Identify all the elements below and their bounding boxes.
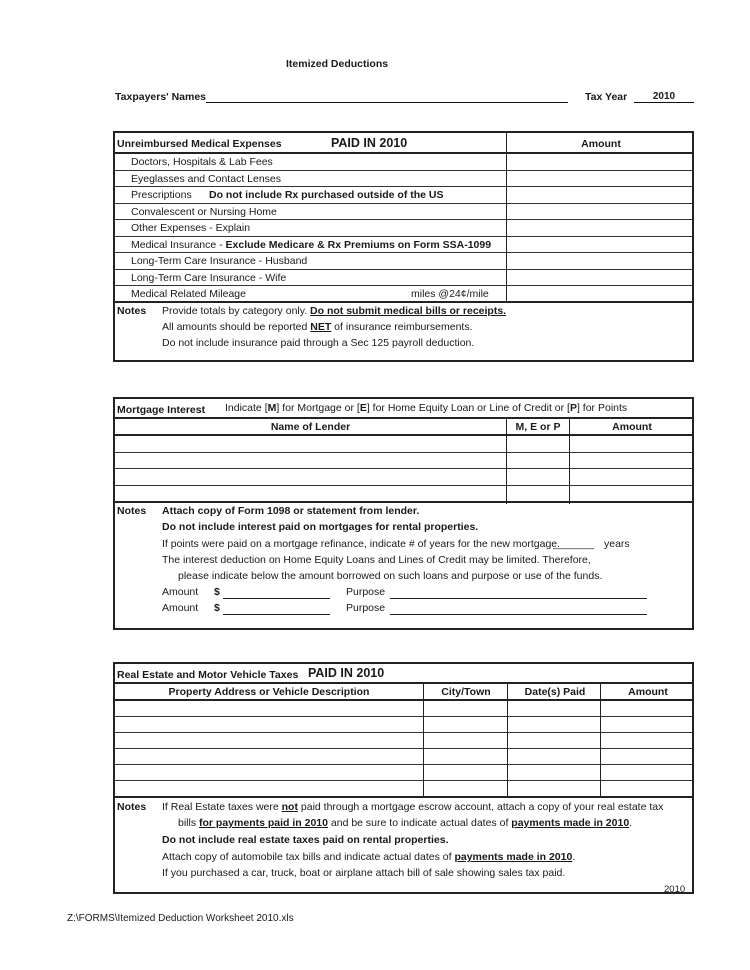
address-input-1[interactable] (115, 701, 422, 716)
mortgage-note-1: Attach copy of Form 1098 or statement from lender. (162, 505, 420, 517)
years-label: years (604, 538, 630, 550)
row-label: Long-Term Care Insurance - Wife (131, 271, 287, 284)
mortgage-header-row (115, 399, 692, 419)
realestate-note-5: If you purchased a car, truck, boat or airplane attach bill of sale showing sales tax paid. (162, 867, 566, 879)
row-label: Convalescent or Nursing Home (131, 205, 277, 218)
purpose-input-2[interactable] (390, 600, 647, 615)
footer-file-path: Z:\FORMS\Itemized Deduction Worksheet 2010.xls (67, 913, 294, 924)
medical-section-label: Unreimbursed Medical Expenses (117, 138, 282, 150)
medical-expenses-section (113, 131, 694, 362)
city-input-6[interactable] (425, 781, 506, 796)
mortgage-note-2: Do not include interest paid on mortgages for rental properties. (162, 521, 479, 533)
date-input-6[interactable] (509, 781, 599, 796)
date-header: Date(s) Paid (524, 686, 586, 698)
realestate-column-headers (115, 684, 692, 701)
dollar-sign: $ (214, 586, 220, 598)
amount-input-6[interactable] (602, 781, 692, 796)
purpose-input-1[interactable] (390, 584, 647, 599)
borrowed-amount-input-1[interactable] (223, 584, 330, 599)
realestate-note-4: Attach copy of automobile tax bills and indicate actual dates of payments made in 2010. (162, 851, 576, 863)
mileage-rate: miles @24¢/mile (411, 288, 489, 300)
amount-input-doctors[interactable] (508, 154, 692, 170)
amount-input-4[interactable] (602, 749, 692, 764)
amount-header: Amount (628, 686, 668, 698)
medical-note-1: Provide totals by category only. Do not submit medical bills or receipts. (162, 305, 507, 317)
paid-in-label: PAID IN 2010 (308, 666, 385, 680)
realestate-header-row (115, 664, 692, 684)
amount-header: Amount (581, 138, 621, 150)
notes-label: Notes (117, 505, 147, 517)
address-input-6[interactable] (115, 781, 422, 796)
row-label: Medical Related Mileage (131, 288, 246, 300)
type-input-3[interactable] (508, 469, 568, 485)
row-label: Doctors, Hospitals & Lab Fees (131, 156, 273, 168)
amount-column-divider (506, 133, 507, 301)
column-divider (506, 419, 507, 504)
date-input-2[interactable] (509, 717, 599, 732)
amount-input-ltc-wife[interactable] (508, 270, 692, 286)
mortgage-note-4: The interest deduction on Home Equity Loans and Lines of Credit may be limited. Therefore, (162, 554, 591, 566)
amount-input-eyeglasses[interactable] (508, 171, 692, 187)
row-label: Long-Term Care Insurance - Husband (131, 255, 308, 267)
mortgage-note-5: please indicate below the amount borrowed on such loans and purpose or use of the funds. (178, 570, 603, 582)
mortgage-column-headers (115, 419, 692, 436)
medical-note-2: All amounts should be reported NET of insurance reimbursements. (162, 321, 473, 333)
type-input-1[interactable] (508, 436, 568, 452)
address-input-2[interactable] (115, 717, 422, 732)
amount-input-ltc-husband[interactable] (508, 253, 692, 269)
amount-input-1[interactable] (571, 436, 692, 452)
tax-year-label: Tax Year (585, 91, 628, 103)
amount-input-2[interactable] (571, 453, 692, 469)
real-estate-section (113, 662, 694, 894)
mortgage-interest-section (113, 397, 694, 630)
column-divider (423, 684, 424, 796)
row-label: Other Expenses - Explain (131, 222, 251, 234)
tax-year-field[interactable]: 2010 (634, 88, 694, 103)
address-input-4[interactable] (115, 749, 422, 764)
realestate-note-1: If Real Estate taxes were not paid through a mortgage escrow account, attach a copy of your real estate tax (162, 801, 664, 813)
type-input-4[interactable] (508, 486, 568, 502)
years-field[interactable]: _______ (553, 538, 594, 550)
type-header: M, E or P (515, 421, 561, 433)
address-input-5[interactable] (115, 765, 422, 780)
realestate-note-3: Do not include real estate taxes paid on rental properties. (162, 834, 449, 846)
column-divider (600, 684, 601, 796)
purpose-label: Purpose (346, 586, 386, 598)
amount-label: Amount (162, 602, 199, 614)
lender-input-3[interactable] (115, 469, 505, 485)
taxpayers-label: Taxpayers' Names (115, 91, 207, 103)
row-label: Prescriptions (131, 189, 192, 201)
type-input-2[interactable] (508, 453, 568, 469)
city-header: City/Town (441, 686, 491, 698)
column-divider (569, 419, 570, 504)
amount-input-4[interactable] (571, 486, 692, 502)
amount-input-1[interactable] (602, 701, 692, 716)
amount-input-5[interactable] (602, 765, 692, 780)
page-stamp: 2010 (664, 884, 686, 895)
lender-input-2[interactable] (115, 453, 505, 469)
row-label: Medical Insurance - Exclude Medicare & Rx Premiums on Form SSA-1099 (131, 238, 492, 251)
city-input-2[interactable] (425, 717, 506, 732)
amount-header: Amount (612, 421, 652, 433)
amount-input-3[interactable] (602, 733, 692, 748)
city-input-3[interactable] (425, 733, 506, 748)
realestate-note-2: bills for payments paid in 2010 and be sure to indicate actual dates of payments made in 2010. (178, 817, 633, 829)
medical-header-row (115, 133, 692, 154)
borrowed-amount-input-2[interactable] (223, 600, 330, 615)
page-title: Itemized Deductions (286, 58, 389, 70)
date-input-4[interactable] (509, 749, 599, 764)
address-input-3[interactable] (115, 733, 422, 748)
amount-input-other[interactable] (508, 220, 692, 236)
lender-input-4[interactable] (115, 486, 505, 502)
paid-in-label: PAID IN 2010 (331, 136, 408, 150)
dollar-sign: $ (214, 602, 220, 614)
address-header: Property Address or Vehicle Description (168, 686, 370, 698)
amount-input-prescriptions[interactable] (508, 187, 692, 203)
purpose-label: Purpose (346, 602, 386, 614)
amount-label: Amount (162, 586, 199, 598)
amount-input-medical-insurance[interactable] (508, 237, 692, 253)
lender-header: Name of Lender (270, 421, 351, 433)
city-input-1[interactable] (425, 701, 506, 716)
amount-input-2[interactable] (602, 717, 692, 732)
city-input-5[interactable] (425, 765, 506, 780)
notes-label: Notes (117, 801, 147, 813)
taxpayers-name-field[interactable] (206, 88, 568, 103)
date-input-1[interactable] (509, 701, 599, 716)
realestate-section-label: Real Estate and Motor Vehicle Taxes (117, 669, 299, 681)
mortgage-section-label: Mortgage Interest (117, 404, 206, 416)
row-label: Eyeglasses and Contact Lenses (131, 172, 282, 185)
mortgage-instruction: Indicate [M] for Mortgage or [E] for Home Equity Loan or Line of Credit or [P] for Points (225, 402, 628, 414)
city-input-4[interactable] (425, 749, 506, 764)
amount-input-mileage[interactable] (508, 286, 692, 302)
amount-input-convalescent[interactable] (508, 204, 692, 220)
date-input-5[interactable] (509, 765, 599, 780)
amount-input-3[interactable] (571, 469, 692, 485)
row-note: Do not include Rx purchased outside of the US (209, 189, 444, 201)
date-input-3[interactable] (509, 733, 599, 748)
mortgage-note-3: If points were paid on a mortgage refinance, indicate # of years for the new mortgage. (162, 538, 561, 550)
column-divider (507, 684, 508, 796)
medical-note-3: Do not include insurance paid through a Sec 125 payroll deduction. (162, 337, 475, 349)
lender-input-1[interactable] (115, 436, 505, 452)
notes-label: Notes (117, 305, 147, 317)
